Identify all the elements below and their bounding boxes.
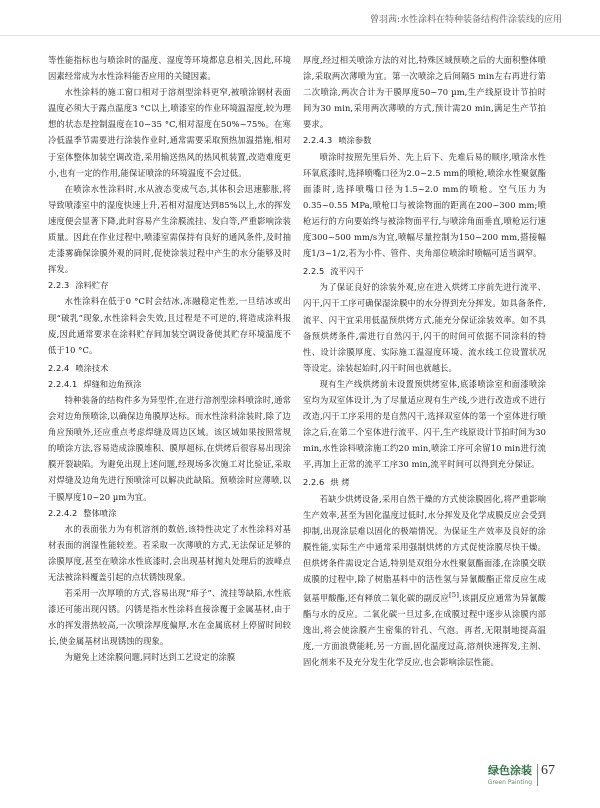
section-heading	[303, 132, 546, 148]
section-title: 整体喷涂	[83, 507, 117, 518]
left-column	[48, 52, 291, 666]
body-paragraph: 特种装备的结构件多为异型件,在进行溶剂型涂料喷涂时,通常会对边角预喷涂,以确保边角膜厚达标。而水性涂料涂装时,除了边角应预喷外,还应重点考虑焊缝及周边区域。该区域如果按照常规的喷涂方法,容易造成涂膜堆积、膜厚超标,在烘烤后很容易出现涂膜开裂缺陷。为避免出现上述问题,经现场多次施工对比验证,采取对焊缝及边角先进行预喷涂可以解决此缺陷。预喷涂时应薄喷,以干膜厚度10~20 µm为宜。	[48, 394, 291, 502]
body-paragraph: 在喷涂水性涂料时,水从液态变成气态,其体积会迅速膨胀,将导致喷漆室中的湿度快速上升,若相对湿度达到85%以上,水的挥发速度便会显著下降,此时容易产生涂膜流挂、发白等,严重影响涂装质量。因此在作业过程中,喷漆室需保持有良好的通风条件,及时抽走漆雾确保涂膜外观的同时,促使涂装过程中产生的水分能够及时挥发。	[48, 183, 291, 275]
section-heading	[303, 474, 546, 490]
right-column	[303, 52, 546, 670]
body-paragraph: 若采用一次厚喷的方式,容易出现“痱子”、流挂等缺陷,水性底漆还可能出现闪锈。闪锈是指水性涂料直接涂覆于金属基材,由于水的挥发潜热较高,一次喷涂厚度偏厚,水在金属底材上停留时间较长,使金属基材出现锈蚀的现象。	[48, 588, 291, 647]
section-number: 2.2.6	[303, 477, 325, 488]
running-head	[0, 0, 600, 36]
body-paragraph: 水性涂料的施工窗口相对于溶剂型涂料更窄,被喷涂钢材表面温度必须大于露点温度3 °C以上,喷漆室的作业环境温湿度,较为理想的状态是控制温度在10~35 °C,相对湿度在50%~75%。在寒冷低温季节需要进行涂装作业时,通常需要采取预热加温措施,相对于室体整体加装空调改造,采用输送热风的热风机装置,改造难度更小,也有一定的作用,能保证喷涂的环境温度不会过低。	[48, 87, 291, 178]
section-heading	[48, 505, 291, 521]
journal-brand	[472, 762, 532, 786]
section-heading	[48, 360, 291, 376]
running-head-text: 曾羽茜:水性涂料在特种装备结构件涂装线的应用	[369, 15, 562, 25]
body-paragraph: 等性能指标也与喷涂时的温度、湿度等环境都息息相关,因此,环境因素经常成为水性涂料能否应用的关键因素。	[48, 55, 291, 82]
section-title: 烘 烤	[330, 477, 350, 488]
section-number: 2.2.4.1	[48, 378, 78, 389]
body-paragraph: 厚度,经过相关喷涂方法的对比,特殊区域预喷之后的大面积整体喷涂,采取两次薄喷为宜。第一次喷涂之后间隔5 min左右再进行第二次喷涂,两次合计为干膜厚度50~70 µm,生产线原设计节拍时间为30 min,采用两次薄喷的方式,预计需20 min,满足生产节拍要求。	[303, 55, 546, 130]
section-number: 2.2.4.3	[303, 135, 333, 146]
body-paragraph: 水的表面张力为有机溶剂的数倍,该特性决定了水性涂料对基材表面的润湿性能较差。若采取一次薄喷的方式,无法保证足够的涂膜厚度,甚至在喷涂水性底漆时,会出现基材抛丸处理后的波峰点无法被涂料覆盖引起的点状锈蚀现象。	[48, 523, 291, 582]
footer-divider	[537, 764, 538, 786]
body-paragraph: 为了保证良好的涂装外观,应在进入烘烤工序前先进行流平、闪干,闪干工序可确保湿涂膜中的水分得到充分挥发。如具备条件,流平、闪干宜采用低温预烘烤方式,能充分保证涂装效率。如不具备预烘烤条件,需进行自然闪干,闪干的时间可依据不同涂料的特性、设计涂膜厚度、实际施工温湿度环境、流水线工位设置状况等设定。涂装起始时,闪干时间也就越长。	[303, 282, 546, 373]
section-number: 2.2.4.2	[48, 507, 78, 518]
section-title: 焊缝和边角预涂	[83, 378, 142, 389]
section-number: 2.2.5	[303, 266, 325, 277]
section-number: 2.2.4	[48, 362, 70, 373]
body-paragraph: 水性涂料在低于0 °C时会结冰,冻融稳定性差,一旦结冰或出现“破乳”现象,水性涂料会失效,且过程是不可逆的,将造成涂料报废,因此通常要求在涂料贮存间加装空调设备使其贮存环境温度不低于10 °C。	[48, 296, 291, 355]
section-title: 流平闪干	[330, 266, 364, 277]
section-title: 喷涂参数	[338, 135, 372, 146]
brand-name-en: Green Painting	[487, 779, 532, 786]
page-number: 67	[541, 763, 555, 778]
section-title: 涂料贮存	[75, 280, 109, 291]
body-paragraph: 喷涂时按照先里后外、先上后下、先难后易的顺序,喷涂水性环氧底漆时,选择喷嘴口径为2.0~2.5 mm的喷枪,喷涂水性聚氨酯面漆时,选择喷嘴口径为1.5~2.0 mm的喷枪。空气压力为0.35~0.55 MPa,喷枪口与被涂物面的距离在200~300 mm;喷枪运行的方向要始终与被涂物面平行,与喷涂角面垂直,喷枪运行速度300~500 mm/s为宜,喷幅尽量控制为150~200 mm,搭接幅度1/3~1/2,若为小件、管件、夹角部位喷涂时喷幅可适当调窄。	[303, 151, 546, 259]
body-paragraph: 若缺少烘烤设备,采用自然干燥的方式使涂膜固化,将严重影响生产效率,甚至为固化温度过低时,水分挥发及化学成膜反应会受到抑制,出现涂层难以固化的极端情况。为保证生产效率及良好的涂膜性能,实际生产中通常采用强制烘烤的方式促使涂膜尽快干燥。但烘烤条件需设定合适,特别是双组分水性聚氨酯面漆,在涂膜交联成膜的过程中,除了树脂基料中的活性氢与异氰酸酯正常反应生成氨基甲酸酯,还有释放二氧化碳的副反应[5],该副反应通常为异氰酸酯与水的反应。二氧化碳一旦过多,在成膜过程中逐步从涂膜内部逸出,将会使涂膜产生密集的针孔、气泡。再者,无限制地提高温度,一方面浪费能耗,另一方面,固化温度过高,溶剂快速挥发,主剂、固化剂来不及充分发生化学反应,也会影响涂层性能。	[303, 493, 546, 668]
body-paragraph: 现有生产线烘烤前未设置预烘烤室体,底漆喷涂室和面漆喷涂室均为双室体设计,为了尽量适应现有生产线,少进行改造或不进行改造,闪干工序采用的是自然闪干,选择双室体的第一个室体进行喷涂之后,在第二个室体进行流平、闪干,生产线原设计节拍时间为30 min,水性涂料喷涂施工约20 min,喷涂工序可余留10 min进行流平,再加上正常的流平工序30 min,流平时间可以得到充分保证。	[303, 378, 546, 470]
brand-name-cn: 绿色涂装	[488, 764, 532, 777]
section-heading	[48, 376, 291, 392]
section-number: 2.2.3	[48, 280, 70, 291]
section-heading	[303, 263, 546, 279]
section-heading	[48, 277, 291, 293]
body-paragraph: 为避免上述涂膜问题,同时达到工艺设定的涂膜	[64, 652, 236, 663]
section-title: 喷涂技术	[75, 362, 109, 373]
